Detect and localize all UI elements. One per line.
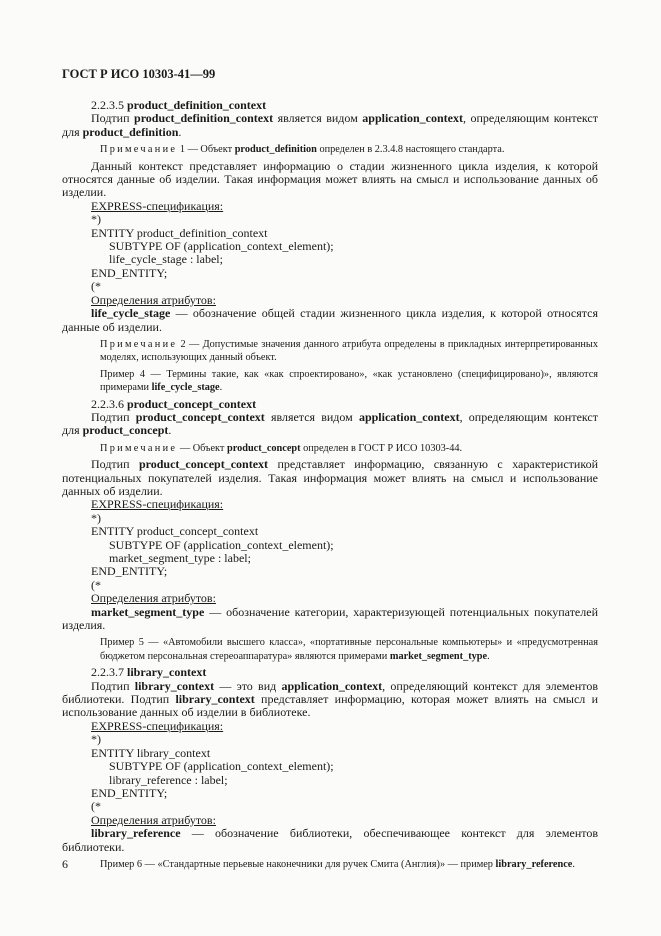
code-line: library_reference : label; [109,772,228,787]
code-line: SUBTYPE OF (application_context_element); [109,239,334,254]
example: Пример 6 — «Стандартные перьевые наконечники для ручек Смита (Англия)» — пример library_reference. [100,858,575,870]
running-header: ГОСТ Р ИСО 10303-41—99 [62,67,216,81]
note: Примечание — Объект product_concept определен в ГОСТ Р ИСО 10303-44. [100,442,463,454]
code-line: life_cycle_stage : label; [109,252,223,267]
attr-label: Определения атрибутов: [91,812,216,827]
paragraph: Подтип product_concept_context представляет информацию, связанную с характеристикой потенциальных покупателей изделия. Такая информация может влиять на смысл и использование данных об изделии. [62,457,598,498]
code-line: END_ENTITY; [91,265,168,280]
express-label: EXPRESS-спецификация: [91,718,224,733]
code-line: market_segment_type : label; [109,551,251,565]
example: Пример 4 — Термины такие, как «как спроектировано», «как установлено (специфицировано)», являются примерами life_cycle_stage. [100,368,598,394]
attribute-definition: library_reference — обозначение библиотеки, обеспечивающее контекст для элементов библиотеки. [62,826,598,854]
code-line: ENTITY library_context [91,745,211,760]
attribute-definition: market_segment_type — обозначение категории, характеризующей потенциальных покупателей изделия. [62,604,598,633]
example: Пример 5 — «Автомобили высшего класса», «портативные персональные компьютеры» и «предусмотренная бюджетом персональная стереоаппаратура» являются примерами market_segment_type. [100,637,598,662]
section-heading: 2.2.3.7 library_context [91,665,207,680]
code-line: *) [91,212,101,227]
attr-label: Определения атрибутов: [91,591,216,606]
section-heading: 2.2.3.5 product_definition_context [91,98,267,112]
code-line: (* [91,577,101,592]
express-label: EXPRESS-спецификация: [91,497,224,512]
code-line: END_ENTITY; [91,785,168,800]
express-label: EXPRESS-спецификация: [91,198,224,213]
paragraph: Данный контекст представляет информацию о стадии жизненного цикла изделия, к которой относятся данные об изделии. Такая информация может влиять на смысл и использование данных об изделии. [62,158,598,200]
code-line: ENTITY product_definition_context [91,225,268,240]
code-line: *) [91,510,101,525]
code-line: ENTITY product_concept_context [91,524,259,539]
code-line: SUBTYPE OF (application_context_element); [109,537,334,552]
code-line: END_ENTITY; [91,564,168,579]
page-content [62,98,598,874]
code-line: SUBTYPE OF (application_context_element); [109,759,334,774]
attribute-definition: life_cycle_stage — обозначение общей стадии жизненного цикла изделия, к которой относятся данные об изделии. [62,306,598,334]
note: Примечание 1 — Объект product_definition определен в 2.3.4.8 настоящего стандарта. [100,144,505,156]
code-line: *) [91,732,101,747]
note: Примечание 2 — Допустимые значения данного атрибута определены в прикладных интерпретированных моделях, использующих данный объект. [100,338,598,364]
paragraph: Подтип product_definition_context является видом application_context, определяющим контекст для product_definition. [62,111,599,139]
code-line: (* [91,279,101,294]
paragraph: Подтип library_context — это вид application_context, определяющий контекст для элементов библиотеки. Подтип library_context представляет информацию, которая может влиять на смысл и использование данных об изделии в библиотеке. [62,678,598,720]
code-line: (* [91,799,101,814]
attr-label: Определения атрибутов: [91,292,216,307]
paragraph: Подтип product_concept_context является видом application_context, определяющим контекст для product_concept. [62,409,599,438]
page-number: 6 [62,857,68,871]
section-heading: 2.2.3.6 product_concept_context [91,396,257,411]
